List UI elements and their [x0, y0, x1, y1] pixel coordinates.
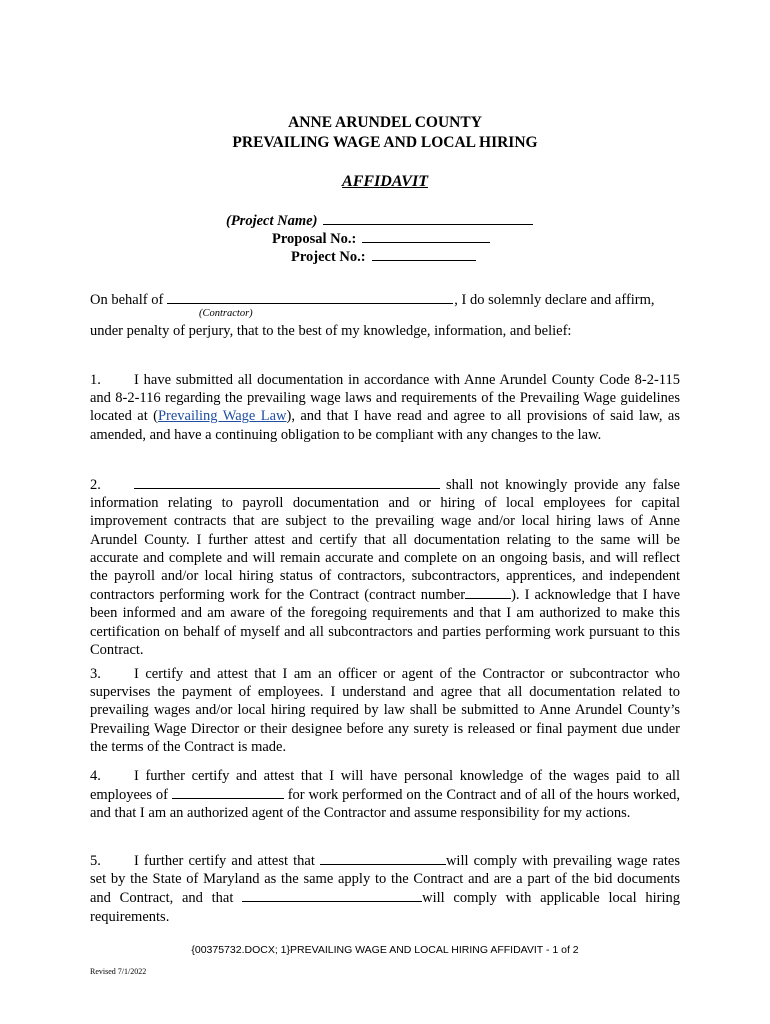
- paragraph-3: [90, 665, 680, 756]
- paragraph-number: 5.: [90, 853, 101, 869]
- project-name-blank[interactable]: [323, 210, 533, 225]
- declare-text: , I do solemnly declare and affirm,: [454, 292, 655, 308]
- contractor-caption: (Contractor): [199, 308, 253, 319]
- prevailing-wage-law-link[interactable]: Prevailing Wage Law: [157, 408, 287, 425]
- proposal-no-blank[interactable]: [362, 228, 490, 243]
- affidavit-title: AFFIDAVIT: [342, 173, 428, 190]
- paragraph-1: [90, 371, 680, 444]
- paragraph-number: 1.: [90, 372, 101, 388]
- paragraph-text: I further certify and attest that: [134, 853, 315, 869]
- contractor-name-blank[interactable]: [167, 289, 453, 304]
- hiring-compliance-blank[interactable]: [242, 888, 422, 902]
- proposal-no-field: [272, 228, 490, 248]
- paragraph-2: [90, 475, 680, 659]
- employer-blank[interactable]: [172, 785, 284, 799]
- paragraph-number: 2.: [90, 477, 101, 493]
- document-heading: PREVAILING WAGE AND LOCAL HIRING: [232, 134, 538, 151]
- paragraph-5: [90, 851, 680, 926]
- on-behalf-line: [90, 289, 690, 309]
- contractor-name-blank-2[interactable]: [134, 475, 440, 489]
- paragraph-text: will comply with prevailing wage rates set by the State of Maryland as the same apply to the Contract and are a part of the bid documents and Contract, and that: [90, 853, 680, 907]
- revision-date: Revised 7/1/2022: [90, 967, 147, 976]
- document-footer: {00375732.DOCX; 1}PREVAILING WAGE AND LOCAL HIRING AFFIDAVIT - 1 of 2: [191, 944, 579, 956]
- paragraph-text: I certify and attest that I am an officer or agent of the Contractor or subcontractor who supervises the payment of employees. I understand and agree that all documentation related to prevailing wages and/or local hiring required by law shall be submitted to Anne Arundel County’s Prevailing Wage Director or their designee before any surety is released or final payment due under the terms of the Contract is made.: [90, 666, 680, 755]
- project-no-label: Project No.:: [291, 249, 366, 265]
- county-heading: ANNE ARUNDEL COUNTY: [288, 114, 482, 131]
- contract-number-blank[interactable]: [465, 585, 511, 599]
- paragraph-text: ). I acknowledge that I have been informed and am aware of the foregoing requirements and that I am authorized to make this certification on behalf of myself and all subcontractors and parties performing work pursuant to this Contract.: [90, 587, 681, 658]
- paragraph-text: I further certify and attest that I will have personal knowledge of the wages paid to all employees of: [90, 768, 680, 804]
- wage-compliance-blank[interactable]: [320, 851, 446, 865]
- paragraph-text: for work performed on the Contract and of all of the hours worked, and that I am an authorized agent of the Contractor and assume responsibility for my actions.: [90, 787, 681, 822]
- project-no-blank[interactable]: [372, 246, 476, 261]
- paragraph-4: [90, 767, 680, 823]
- proposal-no-label: Proposal No.:: [272, 231, 357, 247]
- project-name-label: (Project Name): [226, 213, 318, 229]
- paragraph-text: I have submitted all documentation in accordance with Anne Arundel County Code 8-2-115 and 8-2-116 regarding the prevailing wage laws and requirements of the Prevailing Wage guidelines located at (: [90, 372, 680, 425]
- perjury-statement: under penalty of perjury, that to the best of my knowledge, information, and belief:: [90, 323, 572, 339]
- paragraph-number: 4.: [90, 768, 101, 784]
- paragraph-text: will comply with applicable local hiring requirements.: [90, 890, 680, 925]
- on-behalf-label: On behalf of: [90, 292, 164, 308]
- project-name-field: [226, 210, 533, 230]
- paragraph-text: ), and that I have read and agree to all provisions of said law, as amended, and have a continuing obligation to be compliant with any changes to the law.: [90, 408, 680, 443]
- project-no-field: [291, 246, 476, 266]
- paragraph-text: shall not knowingly provide any false information relating to payroll documentation and or hiring of local employees for capital improvement contracts that are subject to the prevailing wage and/or local hiring laws of Anne Arundel County. I further attest and certify that all documentation relating to the same will be accurate and complete and will remain accurate and complete on an ongoing basis, and will reflect the payroll and/or local hiring status of contractors, subcontractors, apprentices, and independent contractors performing work for the Contract (contract number: [90, 477, 680, 604]
- paragraph-number: 3.: [90, 666, 101, 682]
